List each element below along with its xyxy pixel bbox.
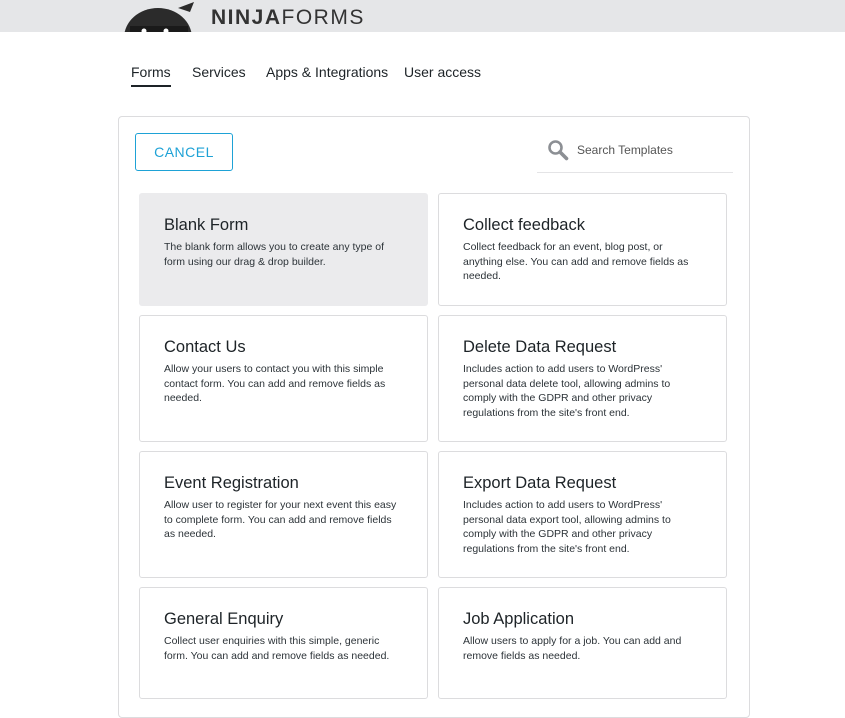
template-description: Collect feedback for an event, blog post, or anything else. You can add and remove fields as needed.: [463, 241, 689, 282]
template-title: Export Data Request: [463, 474, 617, 492]
template-card-general-enquiry[interactable]: [139, 587, 428, 699]
tab-user-access[interactable]: User access: [404, 64, 482, 80]
template-card-delete-data-request[interactable]: [438, 315, 727, 442]
template-title: Event Registration: [164, 474, 299, 492]
template-card-export-data-request[interactable]: [438, 451, 727, 578]
cancel-button[interactable]: CANCEL: [135, 133, 233, 171]
search-icon: [547, 139, 569, 161]
template-card-event-registration[interactable]: [139, 451, 428, 578]
top-bar: [0, 0, 845, 32]
search-input[interactable]: [575, 138, 729, 162]
template-description: Includes action to add users to WordPress' personal data export tool, allowing admins to comply with the GDPR and other privacy regulations from the site's front end.: [463, 499, 671, 555]
tab-forms[interactable]: Forms: [131, 63, 171, 87]
template-title: Contact Us: [164, 338, 246, 356]
brand-name-regular: FORMS: [281, 6, 365, 29]
brand-name-bold: NINJA: [211, 6, 282, 29]
tab-apps-integrations[interactable]: Apps & Integrations: [266, 64, 389, 80]
template-description: Includes action to add users to WordPress' personal data delete tool, allowing admins to comply with the GDPR and other privacy regulations from the site's front end.: [463, 363, 671, 419]
template-title: Collect feedback: [463, 216, 585, 234]
template-card-collect-feedback[interactable]: [438, 193, 727, 306]
template-title: Job Application: [463, 610, 574, 628]
template-title: General Enquiry: [164, 610, 284, 628]
template-card-job-application[interactable]: [438, 587, 727, 699]
template-card-contact-us[interactable]: [139, 315, 428, 442]
template-description: Allow user to register for your next event this easy to complete form. You can add and remove fields as needed.: [164, 499, 397, 540]
template-description: Allow users to apply for a job. You can add and remove fields as needed.: [463, 635, 682, 662]
tab-services[interactable]: Services: [192, 64, 246, 80]
template-description: The blank form allows you to create any type of form using our drag & drop builder.: [164, 241, 385, 268]
ninja-mascot-logo-icon: [124, 2, 194, 32]
template-title: Blank Form: [164, 216, 249, 234]
template-description: Allow your users to contact you with this simple contact form. You can add and remove fields as needed.: [164, 363, 386, 404]
template-title: Delete Data Request: [463, 338, 617, 356]
template-card-blank-form[interactable]: [139, 193, 428, 306]
search-templates: [537, 133, 733, 173]
brand-wordmark: [211, 6, 365, 30]
template-panel: [118, 116, 750, 718]
template-description: Collect user enquiries with this simple, generic form. You can add and remove fields as needed.: [164, 635, 390, 662]
